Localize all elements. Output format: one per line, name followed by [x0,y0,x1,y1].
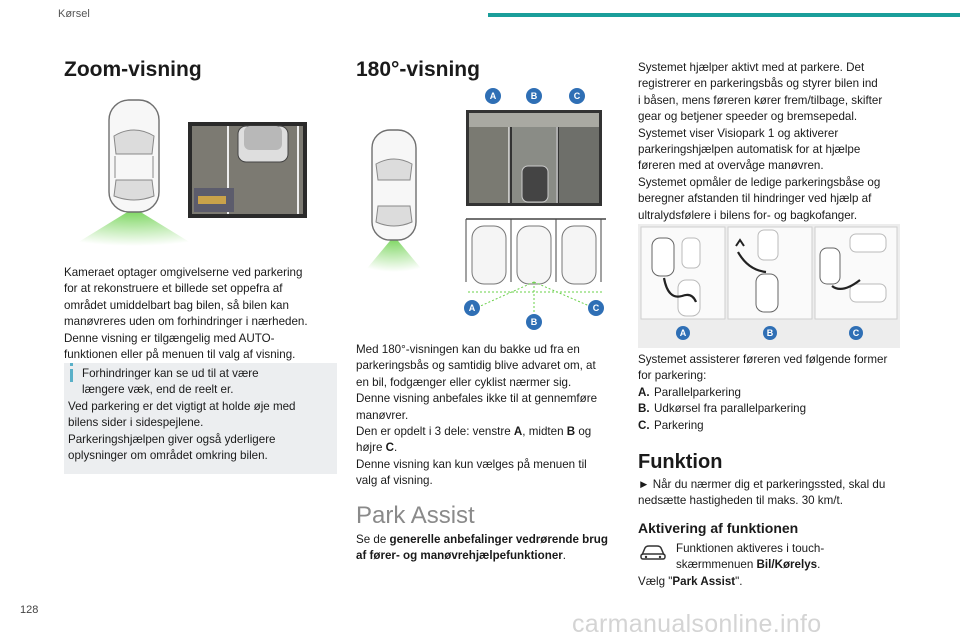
zoom-title: Zoom-visning [64,58,202,81]
text-line [356,532,631,548]
note-text [82,366,336,399]
text-line: ► Når du nærmer dig et parkeringssted, skal du [638,478,886,491]
text-line [676,557,916,573]
text-line: føreren med at overvåge manøvren. [638,159,824,173]
list-text: Udkørsel fra parallelparkering [654,402,807,416]
park-assist-title: Park Assist [356,502,475,529]
view180-paragraph [356,342,628,490]
zoom-camera-image [188,122,307,218]
text-line: Denne visning anbefales ikke til at gennemføre [356,392,598,406]
text-line: Kameraet optager omgivelserne ved parkering [64,266,303,279]
text-line: Systemet opmåler de ledige parkeringsbåse og [638,175,881,189]
text-span: Den er opdelt i 3 dele: venstre [356,425,514,439]
park-assist-paragraph [638,60,918,224]
svg-text:A: A [468,303,476,313]
text-line: for at rekonstruere et billede set oppefra af [64,282,283,296]
funktion-title: Funktion [638,451,723,473]
text-line: Funktionen aktiveres i touch- [676,542,825,555]
text-line: Ved parkering er det vigtigt at holde øje med [68,400,296,413]
text-span: . [562,549,567,563]
text-line: parkeringshjælpen automatisk for at hjælpe [638,143,861,157]
text-line: oplysninger om området omkring bilen. [68,449,268,463]
watermark: carmanualsonline.info [572,610,822,638]
panel-c [815,227,897,319]
text-line [638,574,918,590]
text-span: Vælg " [638,575,673,588]
text-line: Denne visning er tilgængelig med AUTO- [64,331,275,345]
info-icon [70,369,73,382]
panel-a [641,227,725,319]
aktivering-text [676,541,916,574]
list-item [638,385,918,401]
text-line [356,440,628,456]
text-line: parkeringsbås og samtidig blive advaret om, at [356,359,596,373]
list-item [638,418,918,434]
camera-view-image [466,110,602,206]
parking-cars-diagram [466,219,606,284]
funktion-paragraph [638,477,918,510]
list-key: A. [638,385,650,399]
view180-illustration [356,86,616,338]
park-assist-diagram [638,224,900,348]
aktivering-title: Aktivering af funktionen [638,520,799,536]
page-number: 128 [20,604,39,616]
aktivering-text-2 [638,574,918,590]
text-line: længere væk, end de reelt er. [82,383,234,397]
text-line: området umiddelbart bag bilen, så bilen kan [64,298,289,312]
text-line: manøvrer. [356,408,409,422]
svg-text:B: B [530,91,538,101]
text-span: skærmmenuen [676,558,757,572]
zoom-illustration [72,96,332,246]
text-span: højre [356,441,386,455]
svg-text:B: B [530,317,538,327]
list-key: B. [638,402,650,416]
text-line: ultralydsfølere i bilens for- og bagkofanger. [638,208,858,222]
text-line [356,548,631,564]
text-span: Se de [356,533,390,546]
section-header: Kørsel [58,8,90,20]
note-text-cont [68,399,336,465]
list-text: Parkering [654,418,704,432]
text-line: gear og betjener speeder og bremsepedal. [638,110,858,124]
svg-text:C: C [573,91,581,101]
text-line: Systemet viser Visiopark 1 og aktiverer [638,126,839,140]
text-span: . [817,558,821,572]
text-line: i båsen, mens føreren kører frem/tilbage, skifter [638,93,883,107]
label-a-top [485,88,585,104]
text-span: ". [735,575,743,588]
text-span: . [394,441,398,455]
text-line: en bil, fodgænger eller cyklist nærmer sig. [356,375,572,389]
list-item [638,401,918,417]
park-assist-ref [356,532,631,565]
text-line: Systemet hjælper aktivt med at parkere. Det [638,61,865,74]
list-key: C. [638,418,650,432]
text-line: Med 180°-visningen kan du bakke ud fra en [356,343,580,356]
panel-b [728,227,812,319]
assist-list-block [638,352,918,434]
text-line: funktionen eller på menuen til valg af visning. [64,348,296,362]
label-b: B [566,425,576,439]
info-icon-dot [70,363,73,366]
text-line: registrerer en parkeringsbås og styrer bilen ind [638,77,878,91]
label-c: C [385,441,395,455]
car-topview-icon [372,130,416,240]
text-bold: af fører- og manøvrehjælpefunktioner [356,549,563,563]
header-accent-bar [488,13,960,17]
text-line [356,424,628,440]
text-line: Denne visning kan kun vælges på menuen til [356,457,587,471]
svg-text:C: C [592,303,600,313]
svg-text:B: B [766,328,774,338]
svg-text:A: A [679,328,687,338]
info-note-box [64,363,337,474]
zoom-paragraph [64,265,344,363]
list-text: Parallelparkering [654,385,741,399]
svg-text:A: A [489,91,497,101]
text-line: Forhindringer kan se ud til at være [82,367,259,380]
text-line: bilens sider i sidespejlene. [68,416,204,430]
text-line: valg af visning. [356,474,433,488]
text-span: , midten [522,425,567,439]
text-line: nedsætte hastigheden til maks. 30 km/t. [638,494,843,508]
label-a: A [513,425,523,439]
text-line: Systemet assisterer føreren ved følgende former [638,353,888,366]
text-bold: generelle anbefalinger vedrørende brug [389,533,608,546]
car-topview-icon [109,100,159,212]
text-bold: Bil/Kørelys [756,558,818,572]
text-line: Parkeringshjælpen giver også yderligere [68,432,276,446]
car-icon [638,541,668,563]
text-span: og [575,425,592,439]
view-fov-lines [468,282,602,318]
text-line: for parkering: [638,369,707,383]
svg-text:C: C [852,328,860,338]
view180-title: 180°-visning [356,58,480,81]
text-line: manøvreres uden om forhindringer i nærheden. [64,315,308,329]
text-line: beregner afstanden til hindringer ved hjælp af [638,192,872,206]
text-bold: Park Assist [672,575,736,588]
